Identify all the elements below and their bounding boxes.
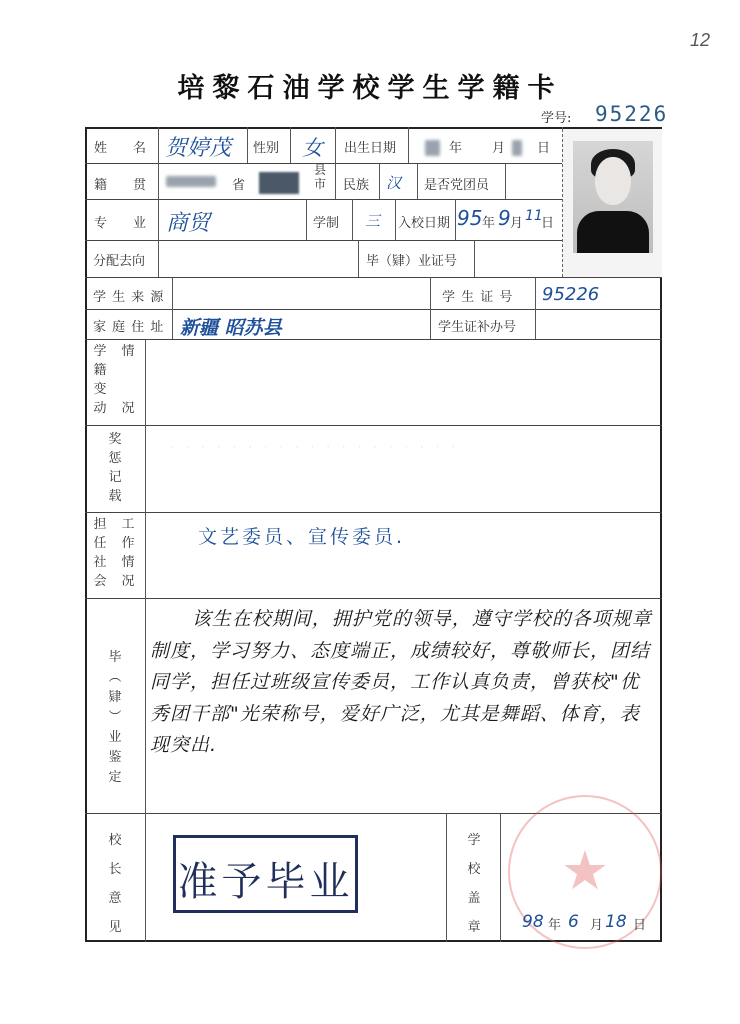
col-divider xyxy=(408,127,409,163)
row-divider xyxy=(85,425,662,426)
graduation-appraisal-text: 该生在校期间，拥护党的领导，遵守学校的各项规章制度，学习努力、态度端正，成绩较好，尊敬师长，团结同学，担任过班级宣传委员，工作认真负责，曾获校"优秀团干部"光荣称号，爱好广泛，尤其是舞蹈、体育，表现突出. xyxy=(150,608,652,756)
redacted-province xyxy=(166,176,216,187)
school-seal-label: 学 校 盖 章 xyxy=(467,833,481,935)
col-divider xyxy=(172,277,173,339)
ethnicity-value: 汉 xyxy=(386,174,402,192)
social-work-label-col2: 工 作 情 况 xyxy=(121,517,135,589)
row-divider xyxy=(85,512,662,513)
row-divider xyxy=(85,240,562,241)
status-changes-label-col2: 情 况 xyxy=(121,344,135,416)
col-divider xyxy=(395,199,396,240)
card-title: 培黎石油学校学生学籍卡 xyxy=(177,73,563,104)
col-divider xyxy=(500,813,501,942)
seal-star-icon: ★ xyxy=(560,839,610,902)
page-number: 12 xyxy=(690,30,711,50)
major-value: 商贸 xyxy=(166,211,211,236)
name-label: 姓 名 xyxy=(94,141,147,156)
home-address-label: 家 庭 住 址 xyxy=(93,320,165,335)
home-address-value: 新疆 昭苏县 xyxy=(180,317,282,339)
graduation-appraisal-label: 毕 ︵ 肄 ︶ 业 鉴 定 xyxy=(108,650,122,785)
birth-month-suffix: 月 xyxy=(492,141,506,156)
col-divider xyxy=(247,127,248,163)
card-reissue-no-label: 学生证补办号 xyxy=(438,320,517,335)
row-divider xyxy=(85,339,662,340)
col-divider xyxy=(335,127,336,163)
status-changes-label-col1: 学 籍 变 动 xyxy=(93,344,107,416)
enrollment-month-suffix: 月 xyxy=(510,216,524,231)
student-no-label: 学号: xyxy=(541,111,572,126)
seal-month-suffix: 月 xyxy=(590,918,604,933)
seal-day-suffix: 日 xyxy=(633,918,647,933)
col-divider xyxy=(379,163,380,199)
seal-year: 98 xyxy=(522,912,544,932)
col-divider xyxy=(158,127,159,277)
col-divider xyxy=(455,199,456,240)
social-work-value: 文艺委员、宣传委员. xyxy=(198,526,406,548)
birth-day-suffix: 日 xyxy=(537,141,551,156)
enrollment-year-suffix: 年 xyxy=(482,216,496,231)
row-divider xyxy=(85,598,662,599)
col-divider xyxy=(145,339,146,942)
social-work-label-col1: 担 任 社 会 xyxy=(93,517,107,589)
birth-date-label: 出生日期 xyxy=(344,141,397,156)
redacted-county xyxy=(259,172,299,194)
col-divider xyxy=(446,813,447,942)
col-divider xyxy=(290,127,291,163)
county-suffix-bottom: 市 xyxy=(314,177,327,191)
ethnicity-label: 民族 xyxy=(343,178,370,193)
col-divider xyxy=(535,277,536,339)
gender-label: 性别 xyxy=(253,141,280,156)
schooling-years-value: 三 xyxy=(365,212,381,230)
approval-stamp-text: 准予毕业 xyxy=(177,859,354,905)
approval-stamp xyxy=(173,835,358,913)
enrollment-day-suffix: 日 xyxy=(541,216,555,231)
native-place-label: 籍 贯 xyxy=(94,178,147,193)
col-divider xyxy=(335,163,336,199)
gender-value: 女 xyxy=(302,136,323,160)
redacted-birth-day xyxy=(512,140,522,156)
graduation-cert-no-label: 毕（肄）业证号 xyxy=(366,254,458,269)
redacted-birth-year xyxy=(425,140,440,156)
name-value: 贺婷茂 xyxy=(165,136,232,161)
seal-month: 6 xyxy=(568,912,579,932)
schooling-years-label: 学制 xyxy=(313,216,340,231)
county-suffix-top: 县 xyxy=(314,163,327,177)
enrollment-month: 9 xyxy=(498,206,511,230)
birth-year-suffix: 年 xyxy=(449,141,463,156)
enrollment-date-label: 入校日期 xyxy=(398,216,451,231)
col-divider xyxy=(352,199,353,240)
col-divider xyxy=(417,163,418,199)
party-member-label: 是否党团员 xyxy=(424,178,490,193)
student-card-no-value: 95226 xyxy=(542,284,600,305)
col-divider xyxy=(430,277,431,339)
enrollment-year: 95 xyxy=(457,206,483,230)
province-suffix: 省 xyxy=(232,178,246,193)
enrollment-day: 11 xyxy=(525,208,543,224)
col-divider xyxy=(505,163,506,199)
student-source-label: 学 生 来 源 xyxy=(93,290,165,305)
col-divider xyxy=(474,240,475,277)
col-divider xyxy=(358,240,359,277)
row-divider xyxy=(85,199,562,200)
student-no-value: 95226 xyxy=(595,102,669,126)
col-divider xyxy=(306,199,307,240)
rewards-label: 奖 惩 记 载 xyxy=(108,432,122,504)
student-photo xyxy=(562,129,662,277)
major-label: 专 业 xyxy=(94,216,147,231)
seal-year-suffix: 年 xyxy=(548,918,562,933)
seal-day: 18 xyxy=(605,912,627,932)
student-card-no-label: 学 生 证 号 xyxy=(442,290,514,305)
faded-bleedthrough: · · · · · · · · · · · · · · · · · · · xyxy=(170,440,460,454)
principal-opinion-label: 校 长 意 见 xyxy=(108,833,122,935)
assignment-label: 分配去向 xyxy=(93,254,146,269)
